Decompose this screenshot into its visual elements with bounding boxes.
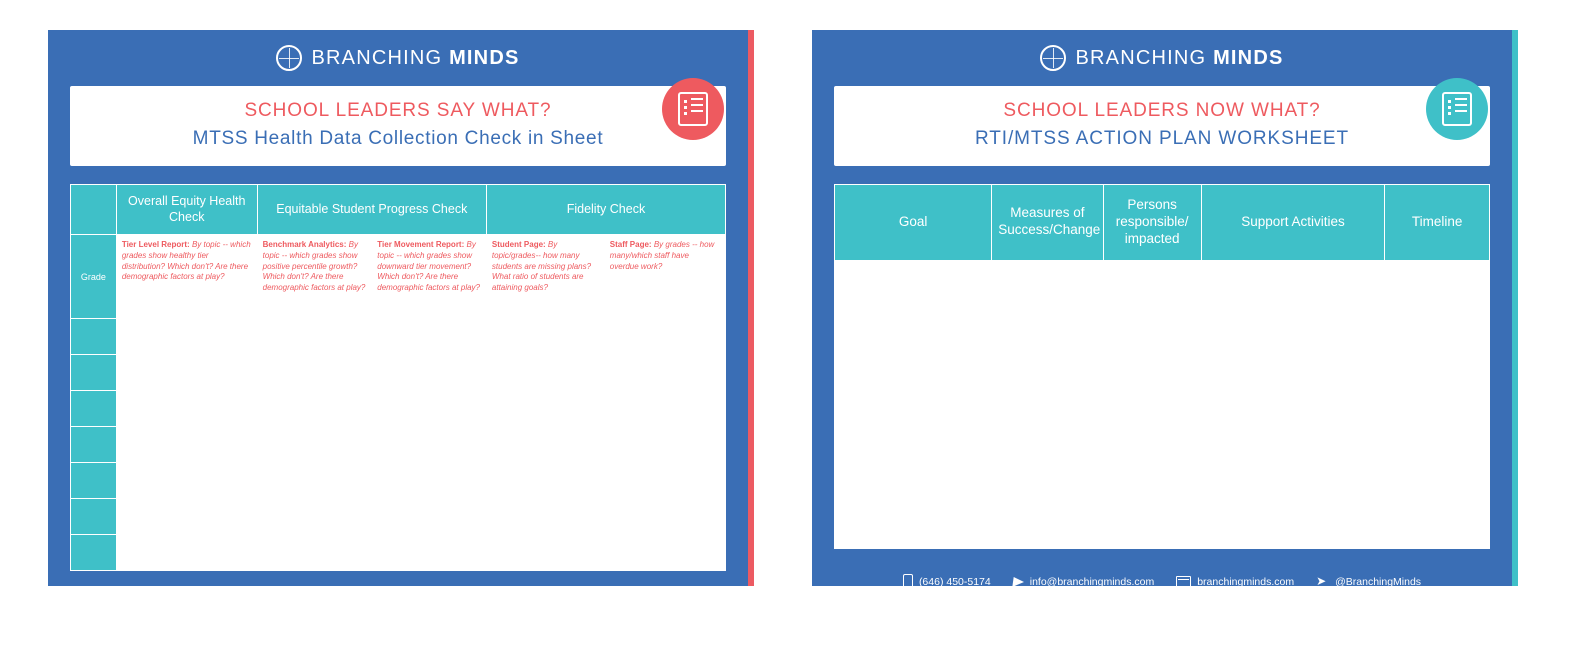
brand-wordmark <box>311 47 519 70</box>
prompt-title: Benchmark Analytics: <box>262 240 347 250</box>
column-header-timeline: Timeline <box>1385 185 1490 261</box>
brand-word-2: MINDS <box>449 46 520 69</box>
blank-cell[interactable] <box>486 319 604 355</box>
column-header-fidelity: Fidelity Check <box>486 185 725 235</box>
blank-cell[interactable] <box>1103 260 1201 308</box>
row-header-blank[interactable] <box>71 535 117 571</box>
blank-cell[interactable] <box>257 499 372 535</box>
blank-cell[interactable] <box>1103 500 1201 548</box>
table-row <box>71 391 726 427</box>
blank-cell[interactable] <box>486 355 604 391</box>
worksheet-left <box>48 30 748 611</box>
footer-website[interactable] <box>1176 576 1294 588</box>
table-header-row <box>71 185 726 235</box>
checklist-icon <box>1426 78 1488 140</box>
blank-cell[interactable] <box>1385 260 1490 308</box>
blank-cell[interactable] <box>835 260 992 308</box>
blank-cell[interactable] <box>257 391 372 427</box>
table-wrap-left <box>70 184 726 571</box>
table-row <box>71 535 726 571</box>
blank-cell[interactable] <box>1201 404 1384 452</box>
browser-icon <box>1176 576 1191 588</box>
blank-cell[interactable] <box>372 355 487 391</box>
blank-cell[interactable] <box>257 319 372 355</box>
page-title-primary-left: SCHOOL LEADERS SAY WHAT? <box>244 100 552 121</box>
column-header-persons: Persons responsible/ impacted <box>1103 185 1201 261</box>
table-row <box>71 319 726 355</box>
blank-cell[interactable] <box>486 463 604 499</box>
table-row <box>71 235 726 319</box>
blank-cell[interactable] <box>116 535 257 571</box>
blank-cell[interactable] <box>257 535 372 571</box>
blank-cell[interactable] <box>1201 356 1384 404</box>
footer-email-text: info@branchingminds.com <box>258 598 389 611</box>
blank-cell[interactable] <box>116 427 257 463</box>
row-header-blank[interactable] <box>71 499 117 535</box>
blank-cell[interactable] <box>835 356 992 404</box>
blank-cell[interactable] <box>1201 500 1384 548</box>
blank-cell[interactable] <box>992 452 1103 500</box>
row-header-grade: Grade <box>71 235 117 319</box>
prompt-title: Student Page: <box>491 240 546 250</box>
blank-cell[interactable] <box>835 500 992 548</box>
table-row <box>71 499 726 535</box>
row-header-blank[interactable] <box>71 355 117 391</box>
table-row <box>835 404 1490 452</box>
blank-cell[interactable] <box>1385 404 1490 452</box>
blank-cell[interactable] <box>992 308 1103 356</box>
blank-cell[interactable] <box>486 391 604 427</box>
blank-cell[interactable] <box>486 535 604 571</box>
globe-icon <box>276 45 302 71</box>
blank-cell[interactable] <box>604 427 725 463</box>
prompt-cell-benchmark-analytics[interactable] <box>257 235 372 319</box>
mtss-health-check-table <box>70 184 726 571</box>
blank-cell[interactable] <box>604 463 725 499</box>
footer-twitter-text: @BranchingMinds <box>582 598 673 611</box>
table-header-row <box>835 185 1490 261</box>
table-row <box>71 463 726 499</box>
blank-cell[interactable] <box>1103 308 1201 356</box>
brand-header-left <box>48 30 748 86</box>
blank-cell[interactable] <box>835 452 992 500</box>
table-row <box>71 427 726 463</box>
send-icon <box>1012 577 1024 587</box>
blank-cell[interactable] <box>372 499 487 535</box>
prompt-text: By grades -- how many/which staff have overdue work? <box>609 240 715 271</box>
twitter-icon: ➤ <box>1316 574 1327 589</box>
row-header-blank[interactable] <box>71 391 117 427</box>
blank-cell[interactable] <box>835 308 992 356</box>
blank-cell[interactable] <box>604 319 725 355</box>
blank-cell[interactable] <box>257 427 372 463</box>
footer-phone <box>124 597 215 612</box>
send-icon <box>240 599 252 609</box>
footer-email-text: info@branchingminds.com <box>1029 575 1155 588</box>
blank-cell[interactable] <box>372 535 487 571</box>
brand-word-1: BRANCHING <box>1075 46 1207 69</box>
brand-wordmark <box>1075 47 1283 70</box>
action-plan-table <box>834 184 1490 549</box>
footer-phone-text: (646) 450-5174 <box>139 598 216 611</box>
prompt-text: By topic -- which grades show downward tier movement? Which don't? Are there demographic factors at play? <box>377 240 481 292</box>
footer-left <box>48 581 748 627</box>
prompt-cell-student-page[interactable] <box>486 235 604 319</box>
phone-icon <box>903 574 913 589</box>
footer-twitter[interactable] <box>1316 576 1421 588</box>
blank-cell[interactable] <box>604 355 725 391</box>
clipboard-icon <box>662 78 724 140</box>
blank-cell[interactable] <box>116 319 257 355</box>
blank-cell[interactable] <box>992 404 1103 452</box>
prompt-title: Tier Movement Report: <box>377 240 465 250</box>
page-title-secondary-left: MTSS Health Data Collection Check in Sheet <box>192 128 604 149</box>
blank-cell[interactable] <box>486 499 604 535</box>
row-header-blank[interactable] <box>71 463 117 499</box>
prompt-cell-staff-page[interactable] <box>604 235 725 319</box>
table-corner-cell <box>71 185 117 235</box>
prompt-text: By topic/grades-- how many students are missing plans? What ratio of students are attaining goals? <box>491 240 592 292</box>
worksheet-right <box>812 30 1512 589</box>
footer-twitter-text: @BranchingMinds <box>1335 575 1422 588</box>
table-row <box>835 356 1490 404</box>
footer-phone <box>903 574 991 589</box>
page-title-secondary-right: RTI/MTSS ACTION PLAN WORKSHEET <box>975 128 1349 149</box>
title-card-left <box>70 86 726 166</box>
page-edge-red <box>748 30 754 586</box>
blank-cell[interactable] <box>992 356 1103 404</box>
blank-cell[interactable] <box>604 535 725 571</box>
blank-cell[interactable] <box>116 391 257 427</box>
row-header-blank[interactable] <box>71 427 117 463</box>
prompt-title: Staff Page: <box>609 240 652 250</box>
column-header-goal: Goal <box>835 185 992 261</box>
footer-email[interactable] <box>1013 576 1154 588</box>
column-header-equitable-progress: Equitable Student Progress Check <box>257 185 486 235</box>
column-header-support-activities: Support Activities <box>1201 185 1384 261</box>
column-header-overall-equity: Overall Equity Health Check <box>116 185 257 235</box>
page-edge-teal <box>1512 30 1518 586</box>
footer-website-text: branchingminds.com <box>435 598 538 611</box>
blank-cell[interactable] <box>835 404 992 452</box>
phone-icon <box>124 597 134 612</box>
blank-cell[interactable] <box>992 500 1103 548</box>
table-row <box>835 452 1490 500</box>
blank-cell[interactable] <box>1103 404 1201 452</box>
blank-cell[interactable] <box>1201 452 1384 500</box>
browser-icon <box>415 598 430 610</box>
footer-right <box>812 559 1512 605</box>
prompt-title: Tier Level Report: <box>121 240 190 250</box>
blank-cell[interactable] <box>116 463 257 499</box>
table-wrap-right <box>834 184 1490 549</box>
column-header-measures: Measures of Success/Change <box>992 185 1103 261</box>
twitter-icon: ➤ <box>563 596 574 611</box>
blank-cell[interactable] <box>1385 500 1490 548</box>
blank-cell[interactable] <box>257 355 372 391</box>
brand-header-right <box>812 30 1512 86</box>
blank-cell[interactable] <box>1385 308 1490 356</box>
blank-cell[interactable] <box>372 391 487 427</box>
brand-word-1: BRANCHING <box>311 46 443 69</box>
table-row <box>835 308 1490 356</box>
blank-cell[interactable] <box>992 260 1103 308</box>
blank-cell[interactable] <box>372 463 487 499</box>
footer-email[interactable] <box>241 598 388 610</box>
footer-phone-text: (646) 450-5174 <box>918 575 991 588</box>
blank-cell[interactable] <box>116 499 257 535</box>
blank-cell[interactable] <box>486 427 604 463</box>
blank-cell[interactable] <box>1201 260 1384 308</box>
title-card-right <box>834 86 1490 166</box>
blank-cell[interactable] <box>1201 308 1384 356</box>
blank-cell[interactable] <box>1385 356 1490 404</box>
blank-cell[interactable] <box>1385 452 1490 500</box>
blank-cell[interactable] <box>604 391 725 427</box>
prompt-cell-tier-level-report[interactable] <box>116 235 257 319</box>
row-header-blank[interactable] <box>71 319 117 355</box>
footer-website[interactable] <box>415 598 538 610</box>
prompt-cell-tier-movement-report[interactable] <box>372 235 487 319</box>
blank-cell[interactable] <box>1103 452 1201 500</box>
blank-cell[interactable] <box>257 463 372 499</box>
table-row <box>71 355 726 391</box>
globe-icon <box>1040 45 1066 71</box>
blank-cell[interactable] <box>372 427 487 463</box>
table-row <box>835 260 1490 308</box>
prompt-text: By topic -- which grades show positive percentile growth? Which don't? Are there demographic factors at play? <box>262 240 366 292</box>
blank-cell[interactable] <box>116 355 257 391</box>
blank-cell[interactable] <box>1103 356 1201 404</box>
table-row <box>835 500 1490 548</box>
footer-twitter[interactable] <box>563 598 672 610</box>
page-title-primary-right: SCHOOL LEADERS NOW WHAT? <box>1003 100 1321 121</box>
blank-cell[interactable] <box>604 499 725 535</box>
footer-website-text: branchingminds.com <box>1197 575 1295 588</box>
brand-word-2: MINDS <box>1213 46 1284 69</box>
blank-cell[interactable] <box>372 319 487 355</box>
prompt-text: By topic -- which grades show healthy tier distribution? Which don't? Are there demographic factors at play? <box>121 240 251 282</box>
